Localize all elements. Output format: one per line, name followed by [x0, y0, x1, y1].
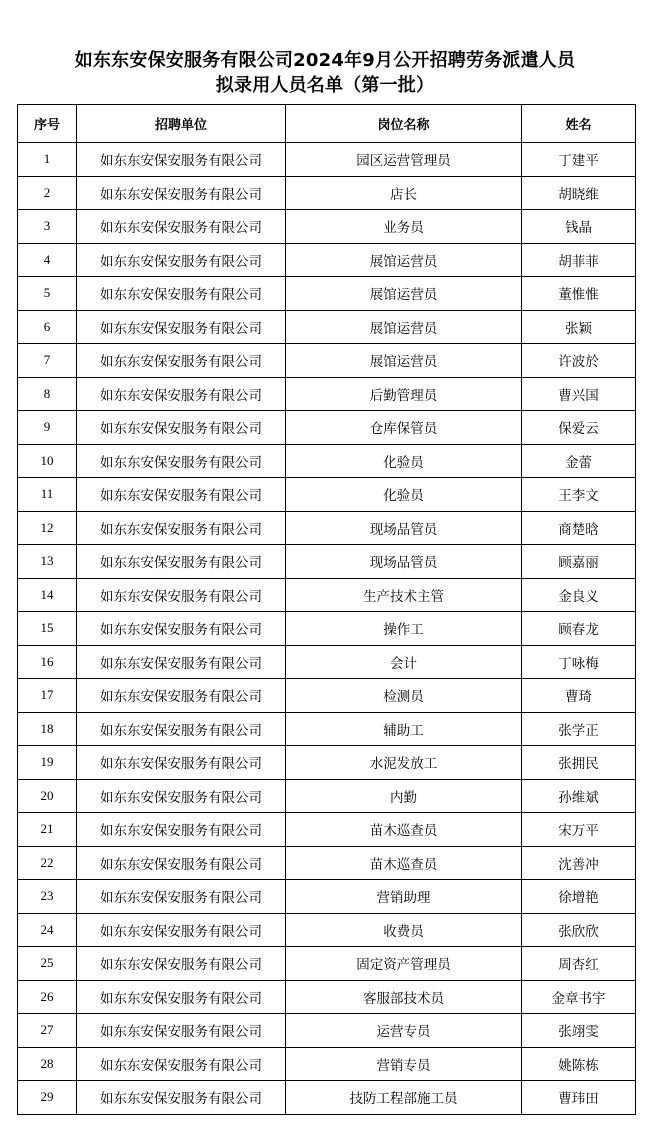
cell-hiring-unit: 如东东安保安服务有限公司 — [77, 444, 286, 478]
table-row — [18, 444, 636, 478]
cell-position-name: 现场品管员 — [286, 545, 522, 579]
cell-position-name: 营销助理 — [286, 880, 522, 914]
cell-person-name: 周杏红 — [522, 947, 636, 981]
cell-position-name: 会计 — [286, 645, 522, 679]
cell-position-name: 化验员 — [286, 444, 522, 478]
cell-hiring-unit: 如东东安保安服务有限公司 — [77, 679, 286, 713]
table-row — [18, 712, 636, 746]
cell-hiring-unit: 如东东安保安服务有限公司 — [77, 1014, 286, 1048]
cell-hiring-unit: 如东东安保安服务有限公司 — [77, 545, 286, 579]
cell-serial-number: 27 — [18, 1014, 77, 1048]
cell-person-name: 胡菲菲 — [522, 243, 636, 277]
cell-hiring-unit: 如东东安保安服务有限公司 — [77, 947, 286, 981]
cell-serial-number: 21 — [18, 813, 77, 847]
table-header-row — [18, 105, 636, 143]
table-row — [18, 612, 636, 646]
table-row — [18, 578, 636, 612]
cell-position-name: 技防工程部施工员 — [286, 1081, 522, 1115]
table-row — [18, 746, 636, 780]
cell-person-name: 金蕾 — [522, 444, 636, 478]
cell-serial-number: 24 — [18, 913, 77, 947]
cell-person-name: 金章书宇 — [522, 980, 636, 1014]
table-row — [18, 1014, 636, 1048]
table-row — [18, 176, 636, 210]
table-row — [18, 813, 636, 847]
table-row — [18, 645, 636, 679]
cell-hiring-unit: 如东东安保安服务有限公司 — [77, 612, 286, 646]
cell-serial-number: 20 — [18, 779, 77, 813]
cell-hiring-unit: 如东东安保安服务有限公司 — [77, 712, 286, 746]
cell-serial-number: 8 — [18, 377, 77, 411]
cell-position-name: 仓库保管员 — [286, 411, 522, 445]
cell-position-name: 内勤 — [286, 779, 522, 813]
cell-person-name: 宋万平 — [522, 813, 636, 847]
cell-hiring-unit: 如东东安保安服务有限公司 — [77, 1081, 286, 1115]
cell-hiring-unit: 如东东安保安服务有限公司 — [77, 980, 286, 1014]
table-row — [18, 545, 636, 579]
cell-serial-number: 9 — [18, 411, 77, 445]
table-row — [18, 846, 636, 880]
cell-position-name: 店长 — [286, 176, 522, 210]
cell-person-name: 金良义 — [522, 578, 636, 612]
cell-person-name: 顾嘉丽 — [522, 545, 636, 579]
cell-person-name: 许波於 — [522, 344, 636, 378]
cell-serial-number: 19 — [18, 746, 77, 780]
cell-hiring-unit: 如东东安保安服务有限公司 — [77, 478, 286, 512]
table-row — [18, 880, 636, 914]
cell-person-name: 张翊雯 — [522, 1014, 636, 1048]
cell-serial-number: 29 — [18, 1081, 77, 1115]
cell-position-name: 客服部技术员 — [286, 980, 522, 1014]
header-position-name: 岗位名称 — [286, 105, 522, 143]
cell-person-name: 曹琦 — [522, 679, 636, 713]
table-row — [18, 143, 636, 177]
cell-person-name: 沈善冲 — [522, 846, 636, 880]
cell-hiring-unit: 如东东安保安服务有限公司 — [77, 310, 286, 344]
table-row — [18, 947, 636, 981]
cell-hiring-unit: 如东东安保安服务有限公司 — [77, 813, 286, 847]
cell-serial-number: 23 — [18, 880, 77, 914]
cell-person-name: 王李文 — [522, 478, 636, 512]
cell-person-name: 董惟惟 — [522, 277, 636, 311]
cell-serial-number: 25 — [18, 947, 77, 981]
header-serial-number: 序号 — [18, 105, 77, 143]
cell-person-name: 顾春龙 — [522, 612, 636, 646]
cell-hiring-unit: 如东东安保安服务有限公司 — [77, 511, 286, 545]
cell-serial-number: 3 — [18, 210, 77, 244]
cell-position-name: 营销专员 — [286, 1047, 522, 1081]
table-row — [18, 511, 636, 545]
cell-hiring-unit: 如东东安保安服务有限公司 — [77, 746, 286, 780]
header-person-name: 姓名 — [522, 105, 636, 143]
cell-serial-number: 14 — [18, 578, 77, 612]
cell-hiring-unit: 如东东安保安服务有限公司 — [77, 779, 286, 813]
cell-position-name: 展馆运营员 — [286, 277, 522, 311]
cell-position-name: 展馆运营员 — [286, 310, 522, 344]
document-title — [0, 48, 650, 98]
table-row — [18, 243, 636, 277]
cell-person-name: 姚陈栋 — [522, 1047, 636, 1081]
cell-person-name: 曹兴国 — [522, 377, 636, 411]
cell-position-name: 苗木巡查员 — [286, 813, 522, 847]
cell-serial-number: 15 — [18, 612, 77, 646]
title-line-2: 拟录用人员名单（第一批） — [215, 75, 435, 96]
cell-serial-number: 10 — [18, 444, 77, 478]
table-body — [18, 143, 636, 1115]
cell-person-name: 曹玮田 — [522, 1081, 636, 1115]
cell-person-name: 孙维斌 — [522, 779, 636, 813]
cell-hiring-unit: 如东东安保安服务有限公司 — [77, 176, 286, 210]
cell-hiring-unit: 如东东安保安服务有限公司 — [77, 645, 286, 679]
cell-person-name: 保爱云 — [522, 411, 636, 445]
cell-hiring-unit: 如东东安保安服务有限公司 — [77, 344, 286, 378]
cell-person-name: 徐增艳 — [522, 880, 636, 914]
cell-serial-number: 11 — [18, 478, 77, 512]
cell-serial-number: 22 — [18, 846, 77, 880]
cell-serial-number: 4 — [18, 243, 77, 277]
cell-hiring-unit: 如东东安保安服务有限公司 — [77, 243, 286, 277]
cell-position-name: 检测员 — [286, 679, 522, 713]
cell-serial-number: 6 — [18, 310, 77, 344]
cell-position-name: 现场品管员 — [286, 511, 522, 545]
cell-hiring-unit: 如东东安保安服务有限公司 — [77, 143, 286, 177]
table-row — [18, 779, 636, 813]
cell-position-name: 业务员 — [286, 210, 522, 244]
cell-serial-number: 16 — [18, 645, 77, 679]
cell-serial-number: 1 — [18, 143, 77, 177]
title-line-1: 如东东安保安服务有限公司2024年9月公开招聘劳务派遣人员 — [74, 50, 576, 71]
table-row — [18, 478, 636, 512]
table-row — [18, 377, 636, 411]
header-hiring-unit: 招聘单位 — [77, 105, 286, 143]
cell-position-name: 化验员 — [286, 478, 522, 512]
table-row — [18, 344, 636, 378]
cell-person-name: 丁建平 — [522, 143, 636, 177]
cell-serial-number: 13 — [18, 545, 77, 579]
cell-hiring-unit: 如东东安保安服务有限公司 — [77, 1047, 286, 1081]
cell-person-name: 张颖 — [522, 310, 636, 344]
cell-serial-number: 17 — [18, 679, 77, 713]
cell-serial-number: 7 — [18, 344, 77, 378]
cell-hiring-unit: 如东东安保安服务有限公司 — [77, 210, 286, 244]
table-row — [18, 980, 636, 1014]
hire-list-table — [17, 104, 636, 1115]
cell-serial-number: 12 — [18, 511, 77, 545]
cell-serial-number: 18 — [18, 712, 77, 746]
cell-hiring-unit: 如东东安保安服务有限公司 — [77, 411, 286, 445]
cell-person-name: 钱晶 — [522, 210, 636, 244]
table-row — [18, 1047, 636, 1081]
table-row — [18, 310, 636, 344]
cell-position-name: 生产技术主管 — [286, 578, 522, 612]
table-row — [18, 679, 636, 713]
cell-serial-number: 5 — [18, 277, 77, 311]
cell-hiring-unit: 如东东安保安服务有限公司 — [77, 578, 286, 612]
cell-hiring-unit: 如东东安保安服务有限公司 — [77, 880, 286, 914]
table-row — [18, 277, 636, 311]
cell-serial-number: 26 — [18, 980, 77, 1014]
cell-person-name: 商楚晗 — [522, 511, 636, 545]
cell-hiring-unit: 如东东安保安服务有限公司 — [77, 377, 286, 411]
cell-serial-number: 2 — [18, 176, 77, 210]
cell-position-name: 展馆运营员 — [286, 243, 522, 277]
table-row — [18, 1081, 636, 1115]
cell-position-name: 固定资产管理员 — [286, 947, 522, 981]
cell-person-name: 丁咏梅 — [522, 645, 636, 679]
table-row — [18, 913, 636, 947]
cell-position-name: 运营专员 — [286, 1014, 522, 1048]
cell-position-name: 收费员 — [286, 913, 522, 947]
cell-hiring-unit: 如东东安保安服务有限公司 — [77, 846, 286, 880]
cell-serial-number: 28 — [18, 1047, 77, 1081]
cell-person-name: 张欣欣 — [522, 913, 636, 947]
cell-person-name: 张学正 — [522, 712, 636, 746]
table-row — [18, 411, 636, 445]
cell-position-name: 展馆运营员 — [286, 344, 522, 378]
cell-position-name: 后勤管理员 — [286, 377, 522, 411]
cell-hiring-unit: 如东东安保安服务有限公司 — [77, 277, 286, 311]
cell-person-name: 张拥民 — [522, 746, 636, 780]
cell-position-name: 辅助工 — [286, 712, 522, 746]
table-row — [18, 210, 636, 244]
cell-hiring-unit: 如东东安保安服务有限公司 — [77, 913, 286, 947]
cell-person-name: 胡晓维 — [522, 176, 636, 210]
cell-position-name: 园区运营管理员 — [286, 143, 522, 177]
cell-position-name: 苗木巡查员 — [286, 846, 522, 880]
cell-position-name: 水泥发放工 — [286, 746, 522, 780]
cell-position-name: 操作工 — [286, 612, 522, 646]
